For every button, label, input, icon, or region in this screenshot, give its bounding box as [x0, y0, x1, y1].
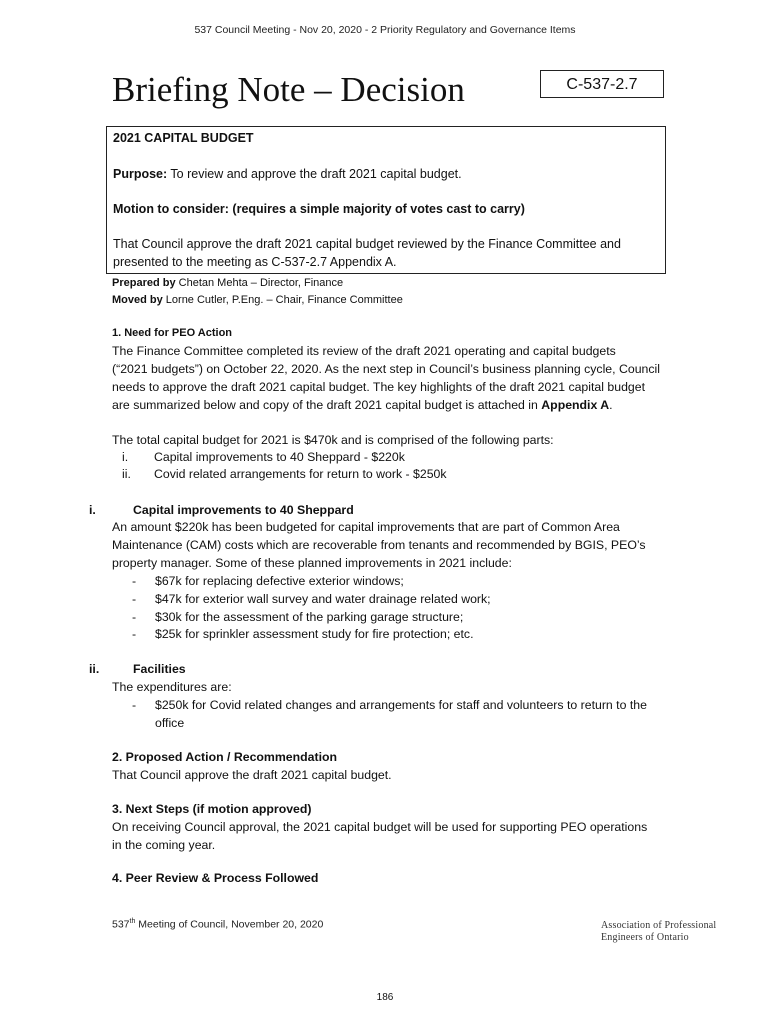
footer-sup: th — [129, 918, 136, 925]
section-4-heading: 4. Peer Review & Process Followed — [112, 871, 319, 885]
section-3-line-2: in the coming year. — [112, 838, 216, 852]
bullet-dash: - — [132, 574, 137, 588]
part-num-2: ii. — [122, 467, 131, 481]
section-1-heading: 1. Need for PEO Action — [112, 327, 233, 339]
bullet-dash: - — [132, 698, 137, 712]
si-bullet-2: $47k for exterior wall survey and water drainage related work; — [155, 592, 491, 606]
s1-line-1: The Finance Committee completed its review of the draft 2021 operating and capital budgets — [112, 344, 616, 358]
s1-line-4-end: . — [609, 398, 613, 412]
document-code: C-537-2.7 — [540, 70, 664, 98]
sii-bullet-line-1: $250k for Covid related changes and arrangements for staff and volunteers to return to the — [155, 698, 647, 712]
purpose-text: To review and approve the draft 2021 capital budget. — [167, 167, 462, 181]
section-2-text: That Council approve the draft 2021 capital budget. — [112, 768, 392, 782]
motion-line-2: presented to the meeting as C-537-2.7 Appendix A. — [113, 255, 397, 269]
si-line-1: An amount $220k has been budgeted for capital improvements that are part of Common Area — [112, 520, 620, 534]
moved-label: Moved by — [112, 294, 163, 306]
part-text-2: Covid related arrangements for return to work - $250k — [154, 467, 447, 481]
section-ii-num: ii. — [89, 662, 100, 676]
bullet-dash: - — [132, 627, 137, 641]
purpose-label: Purpose: — [113, 167, 168, 181]
s1-line-3: needs to approve the draft 2021 capital budget. The key highlights of the draft 2021 capital budget — [112, 380, 646, 394]
section-i-heading: Capital improvements to 40 Sheppard — [133, 503, 354, 517]
section-3-line-1: On receiving Council approval, the 2021 capital budget will be used for supporting PEO operations — [112, 820, 648, 834]
page-title: Briefing Note – Decision — [112, 70, 465, 109]
motion-label: Motion to consider: (requires a simple majority of votes cast to carry) — [113, 202, 525, 216]
si-bullet-1: $67k for replacing defective exterior windows; — [155, 574, 404, 588]
section-ii-heading: Facilities — [133, 662, 186, 676]
si-line-2: Maintenance (CAM) costs which are recoverable from tenants and recommended by BGIS, PEO’s — [112, 538, 646, 552]
box-heading: 2021 CAPITAL BUDGET — [113, 131, 254, 145]
section-ii-body — [112, 678, 712, 738]
footer-org-line-1: Association of Professional — [601, 920, 717, 931]
footer-meeting — [112, 918, 323, 931]
s1-line-4 — [112, 396, 613, 414]
page-number: 186 — [376, 992, 394, 1003]
s1-total-line: The total capital budget for 2021 is $470k and is comprised of the following parts: — [112, 433, 554, 447]
prepared-label: Prepared by — [112, 277, 176, 289]
s1-line-2: (“2021 budgets”) on October 22, 2020. As the next step in Council’s business planning cycle, Council — [112, 362, 660, 376]
section-i-body — [112, 518, 712, 648]
part-text-1: Capital improvements to 40 Sheppard - $220k — [154, 450, 405, 464]
moved-value: Lorne Cutler, P.Eng. – Chair, Finance Committee — [162, 294, 403, 306]
sii-intro: The expenditures are: — [112, 680, 232, 694]
section-2-heading: 2. Proposed Action / Recommendation — [112, 750, 338, 764]
section-1-body — [112, 342, 712, 502]
si-bullet-3: $30k for the assessment of the parking garage structure; — [155, 610, 464, 624]
purpose-line — [113, 167, 462, 181]
bullet-dash: - — [132, 592, 137, 606]
prepared-by — [112, 277, 343, 289]
si-line-3: property manager. Some of these planned improvements in 2021 include: — [112, 556, 512, 570]
si-bullet-4: $25k for sprinkler assessment study for fire protection; etc. — [155, 627, 474, 641]
s1-line-4-text: are summarized below and copy of the draft 2021 capital budget is attached in — [112, 398, 542, 412]
prepared-value: Chetan Mehta – Director, Finance — [175, 277, 344, 289]
moved-by — [112, 294, 403, 306]
footer-org-line-2: Engineers of Ontario — [601, 932, 689, 943]
footer-organization — [601, 920, 716, 944]
section-i-num: i. — [89, 503, 96, 517]
page-header: 537 Council Meeting - Nov 20, 2020 - 2 Priority Regulatory and Governance Items — [194, 24, 576, 36]
footer-num: 537 — [112, 918, 130, 931]
summary-box — [106, 126, 666, 274]
section-3-heading: 3. Next Steps (if motion approved) — [112, 802, 312, 816]
bullet-dash: - — [132, 610, 137, 624]
sii-bullet-line-2: office — [155, 716, 185, 730]
motion-line-1: That Council approve the draft 2021 capital budget reviewed by the Finance Committee and — [113, 237, 621, 251]
part-num-1: i. — [122, 450, 129, 464]
appendix-ref: Appendix A — [541, 398, 610, 412]
footer-rest: Meeting of Council, November 20, 2020 — [135, 918, 324, 931]
